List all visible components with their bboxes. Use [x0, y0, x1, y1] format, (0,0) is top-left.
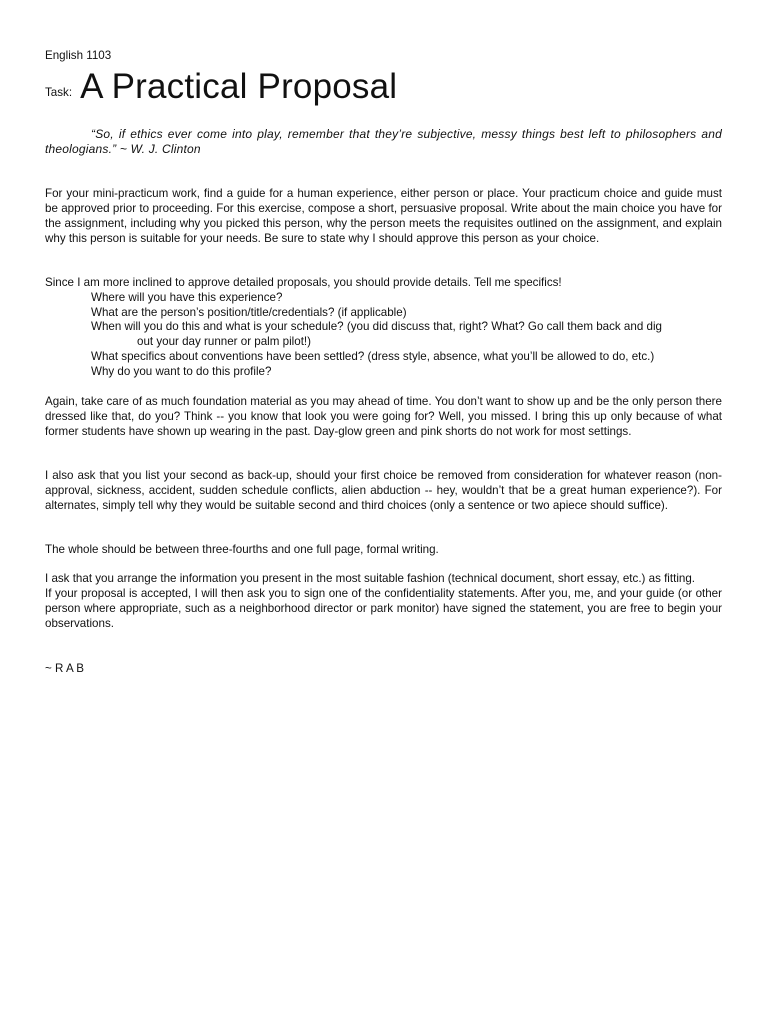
question-list: [45, 291, 722, 380]
question-item: When will you do this and what is your schedule? (you did discuss that, right? What? Go call them back and dig: [91, 320, 662, 334]
question-item: Where will you have this experience?: [91, 290, 283, 304]
document-page: [45, 49, 722, 677]
details-lead-paragraph: Since I am more inclined to approve detailed proposals, you should provide details. Tell me specifics!: [45, 275, 562, 289]
question-item: Why do you want to do this profile?: [91, 365, 272, 379]
document-title: A Practical Proposal: [80, 66, 398, 106]
foundation-paragraph: Again, take care of as much foundation material as you may ahead of time. You don’t want to show up and be the only person there dressed like that, do you? Think -- you know that look you were going for? Well, you missed. I bring this up only because of what former students have shown up wearing in the past. Day-glow green and pink shorts do not work for most settings.: [45, 395, 722, 438]
signature: ~ R A B: [45, 662, 84, 676]
question-item-continuation: [45, 335, 722, 350]
length-paragraph: The whole should be between three-fourths and one full page, formal writing.: [45, 542, 439, 556]
task-label: Task:: [45, 86, 73, 99]
arrange-paragraph: I ask that you arrange the information you present in the most suitable fashion (technical document, short essay, etc.) as fitting.: [45, 572, 696, 586]
backup-paragraph: I also ask that you list your second as back-up, should your first choice be removed from consideration for whatever reason (non-approval, sickness, accident, sudden schedule conflicts, alien abduction -- hey, wouldn’t that be a great human experience?). For alternates, simply tell why they would be suitable second and third choices (only a sentence or two apiece should suffice).: [45, 468, 722, 512]
epigraph-quote: “So, if ethics ever come into play, remember that they’re subjective, messy things best left to philosophers and theologians.” ~ W. J. Clinton: [45, 126, 722, 156]
question-continuation-text: out your day runner or palm pilot!): [137, 335, 311, 349]
title-row: [45, 66, 722, 106]
intro-paragraph: For your mini-practicum work, find a guide for a human experience, either person or place. Your practicum choice and guide must be approved prior to proceeding. For this exercise, compose a short, persuasive proposal. Write about the main choice you have for the assignment, including why you picked this person, why the person meets the requisites outlined on the assignment, and explain why this person is suitable for your needs. Be sure to state why I should approve this person as your choice.: [45, 187, 722, 245]
question-item: What specifics about conventions have been settled? (dress style, absence, what you’ll be allowed to do, etc.): [91, 350, 655, 364]
course-label: English 1103: [45, 49, 112, 62]
accepted-paragraph: If your proposal is accepted, I will then ask you to sign one of the confidentiality statements. After you, me, and your guide (or other person where appropriate, such as a neighborhood director or park monitor) have signed the statement, you are free to begin your observations.: [45, 587, 722, 631]
question-item: What are the person’s position/title/credentials? (if applicable): [91, 305, 407, 319]
